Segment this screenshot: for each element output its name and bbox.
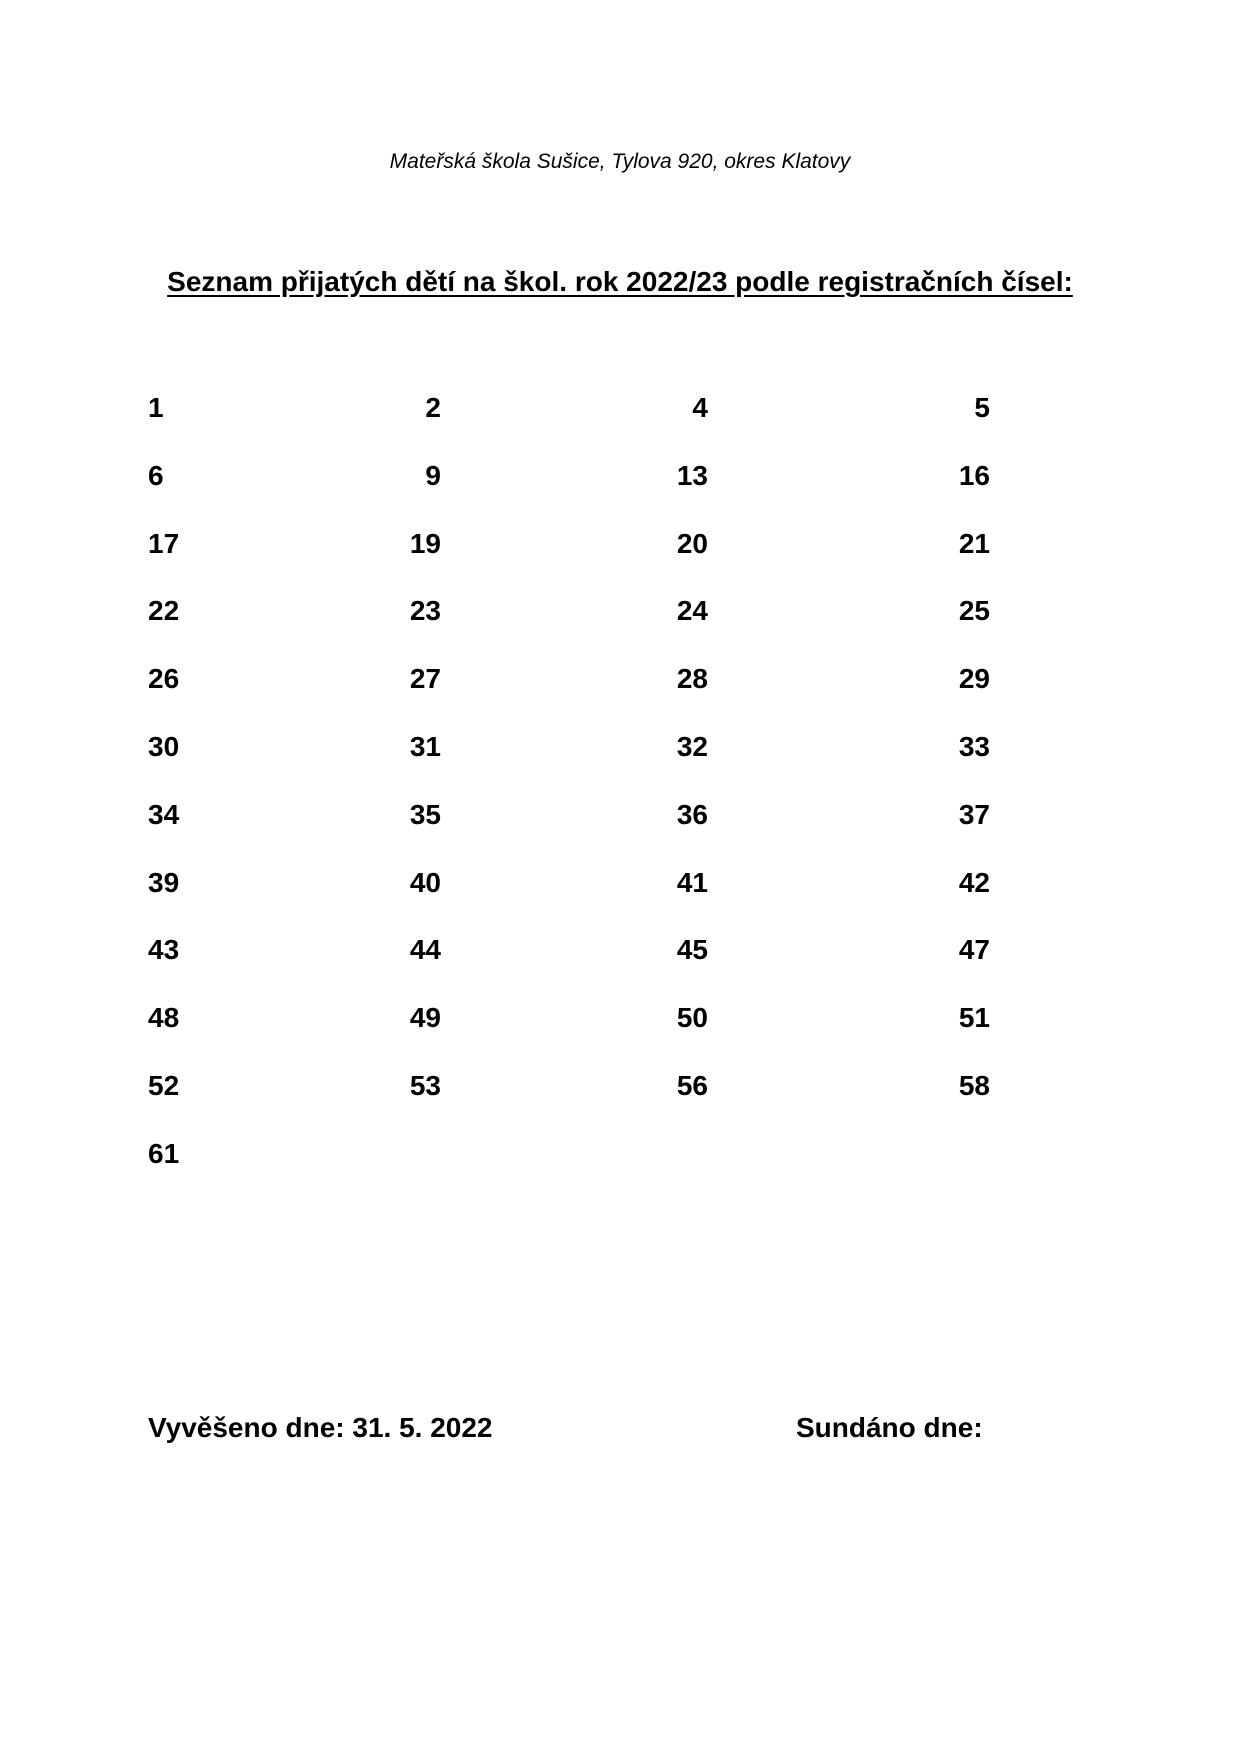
registration-number: 61 bbox=[148, 1137, 180, 1169]
registration-number: 28 bbox=[676, 663, 708, 695]
registration-number: 42 bbox=[958, 866, 990, 898]
registration-number: 21 bbox=[958, 527, 990, 559]
registration-number: 25 bbox=[958, 595, 990, 627]
registration-number: 34 bbox=[148, 798, 180, 830]
registration-number: 44 bbox=[409, 934, 441, 966]
number-row bbox=[148, 932, 993, 1000]
number-row bbox=[148, 1136, 993, 1204]
registration-number: 30 bbox=[148, 730, 180, 762]
registration-number: 5 bbox=[974, 392, 990, 423]
registration-number: 26 bbox=[148, 663, 180, 695]
school-header: Mateřská škola Sušice, Tylova 920, okres Klatovy bbox=[389, 150, 851, 173]
number-row bbox=[148, 1000, 993, 1068]
registration-number: 40 bbox=[409, 866, 441, 898]
registration-number: 33 bbox=[958, 730, 990, 762]
registration-number: 51 bbox=[958, 1002, 990, 1034]
registration-number: 48 bbox=[148, 1002, 180, 1034]
registration-number: 36 bbox=[676, 798, 708, 830]
registration-number: 13 bbox=[676, 459, 708, 491]
registration-number: 32 bbox=[676, 730, 708, 762]
registration-number: 24 bbox=[676, 595, 708, 627]
number-row bbox=[148, 729, 993, 797]
registration-number: 27 bbox=[409, 663, 441, 695]
registration-number: 47 bbox=[958, 934, 990, 966]
registration-number: 52 bbox=[148, 1069, 180, 1101]
registration-number: 17 bbox=[148, 527, 180, 559]
number-row bbox=[148, 390, 993, 458]
registration-number-grid bbox=[148, 390, 993, 1204]
number-row bbox=[148, 1068, 993, 1136]
document-title: Seznam přijatých dětí na škol. rok 2022/23 podle registračních čísel: bbox=[167, 266, 1073, 297]
registration-number: 29 bbox=[958, 663, 990, 695]
registration-number: 19 bbox=[409, 527, 441, 559]
number-row bbox=[148, 458, 993, 526]
registration-number: 16 bbox=[958, 459, 990, 491]
number-row bbox=[148, 661, 993, 729]
registration-number: 37 bbox=[958, 798, 990, 830]
registration-number: 1 bbox=[148, 392, 164, 423]
registration-number: 9 bbox=[425, 459, 441, 491]
number-row bbox=[148, 526, 993, 594]
registration-number: 50 bbox=[676, 1002, 708, 1034]
registration-number: 2 bbox=[425, 392, 441, 423]
registration-number: 39 bbox=[148, 866, 180, 898]
registration-number: 58 bbox=[958, 1069, 990, 1101]
registration-number: 49 bbox=[409, 1002, 441, 1034]
registration-number: 31 bbox=[409, 730, 441, 762]
registration-number: 35 bbox=[409, 798, 441, 830]
number-row bbox=[148, 865, 993, 933]
registration-number: 53 bbox=[409, 1069, 441, 1101]
posted-date: Vyvěšeno dne: 31. 5. 2022 bbox=[148, 1412, 493, 1443]
registration-number: 43 bbox=[148, 934, 180, 966]
number-row bbox=[148, 593, 993, 661]
registration-number: 45 bbox=[676, 934, 708, 966]
registration-number: 41 bbox=[676, 866, 708, 898]
registration-number: 6 bbox=[148, 459, 164, 491]
registration-number: 56 bbox=[676, 1069, 708, 1101]
registration-number: 23 bbox=[409, 595, 441, 627]
removed-date: Sundáno dne: bbox=[796, 1412, 983, 1443]
registration-number: 4 bbox=[692, 392, 708, 423]
registration-number: 20 bbox=[676, 527, 708, 559]
number-row bbox=[148, 797, 993, 865]
registration-number: 22 bbox=[148, 595, 180, 627]
